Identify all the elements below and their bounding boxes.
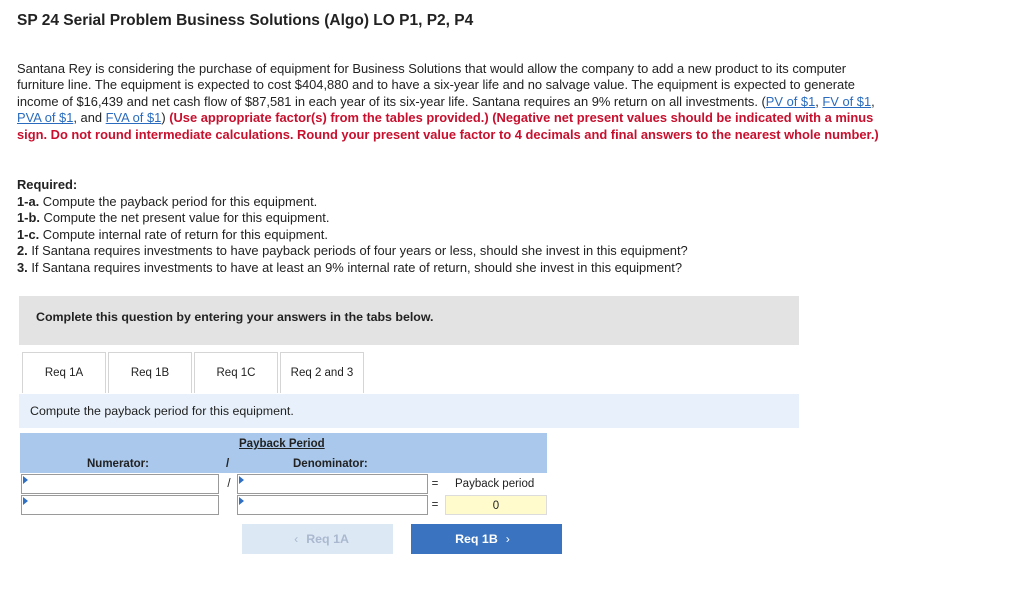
link-fva-of-1[interactable]: FVA of $1 (105, 110, 162, 126)
required-item: 3. If Santana requires investments to have at least an 9% internal rate of return, should she invest in this equipment? (17, 259, 682, 275)
tab-instruction (19, 394, 799, 428)
next-button[interactable]: Req 1B › (411, 524, 562, 554)
payback-table-header (20, 433, 547, 473)
required-item: 1-c. Compute internal rate of return for this equipment. (17, 226, 328, 242)
divide-symbol: / (227, 478, 231, 490)
intro-instructions: (Use appropriate factor(s) from the tables provided.) (Negative net present values should be indicated with a minus sign. Do not round intermediate calculations. Round your present value factor to 4 decimals and final answers to the nearest whole number.) (17, 110, 879, 142)
link-pv-of-1[interactable]: PV of $1 (765, 93, 816, 109)
table-title: Payback Period (239, 438, 325, 450)
required-item: 2. If Santana requires investments to have payback periods of four years or less, should she invest in this equipment? (17, 243, 688, 259)
chevron-right-icon: › (505, 532, 510, 546)
required-item: 1-a. Compute the payback period for this equipment. (17, 193, 318, 209)
page-title: SP 24 Serial Problem Business Solutions (Algo) LO P1, P2, P4 (17, 12, 474, 29)
required-section (17, 177, 688, 277)
numerator-header: Numerator: (87, 458, 149, 470)
intro-text: Santana Rey is considering the purchase of equipment for Business Solutions that would allow the company to add a new product to its computer furniture line. The equipment is expected to cost $404,880 and to have a six-year life and no salvage value. The equipment is expected to generate income of $16,439 and net cash flow of $87,581 in each year of its six-year life. Santana requires an 9% return on all investments. ( (17, 61, 855, 109)
equals-symbol: = (431, 499, 439, 511)
input-marker-icon (239, 497, 244, 505)
numerator-input[interactable] (21, 495, 219, 515)
problem-intro: Santana Rey is considering the purchase of equipment for Business Solutions that would allow the company to add a new product to its computer furniture line. The equipment is expected to cost $404,880 and to have a six-year life and no salvage value. The equipment is expected to generate income of $16,439 and net cash flow of $87,581 in each year of its six-year life. Santana requires an 9% return on all investments. (PV of $1, FV of $1, PVA of $1, and FVA of $1) (Use appropriate factor(s) from the tables provided.) (Negative net present values should be indicated with a minus sign. Do not round intermediate calculations. Round your present value factor to 4 decimals and final answers to the nearest whole number.) (17, 61, 879, 142)
tab-req-1a[interactable]: Req 1A (22, 352, 106, 393)
link-pva-of-1[interactable]: PVA of $1 (17, 110, 74, 126)
required-item: 1-b. Compute the net present value for this equipment. (17, 210, 330, 226)
equals-symbol: = (431, 478, 439, 490)
prev-button[interactable]: ‹ Req 1A (242, 524, 393, 554)
input-marker-icon (239, 476, 244, 484)
table-row (20, 495, 547, 515)
input-marker-icon (23, 476, 28, 484)
numerator-input[interactable] (21, 474, 219, 494)
result-label: Payback period (455, 478, 535, 490)
table-row (20, 474, 547, 494)
denominator-input[interactable] (237, 474, 428, 494)
input-marker-icon (23, 497, 28, 505)
payback-result: 0 (445, 495, 547, 515)
chevron-left-icon: ‹ (294, 532, 299, 546)
link-fv-of-1[interactable]: FV of $1 (822, 93, 872, 109)
tab-req-1c[interactable]: Req 1C (194, 352, 278, 393)
banner-text: Complete this question by entering your answers in the tabs below. (36, 310, 434, 324)
divide-header: / (226, 458, 230, 470)
tab-req-1b[interactable]: Req 1B (108, 352, 192, 393)
tab-req-2-and-3[interactable]: Req 2 and 3 (280, 352, 364, 393)
required-heading: Required: (17, 177, 78, 192)
denominator-header: Denominator: (293, 458, 368, 470)
tab-instruction-text: Compute the payback period for this equipment. (30, 404, 294, 418)
denominator-input[interactable] (237, 495, 428, 515)
instructions-banner (19, 296, 799, 345)
